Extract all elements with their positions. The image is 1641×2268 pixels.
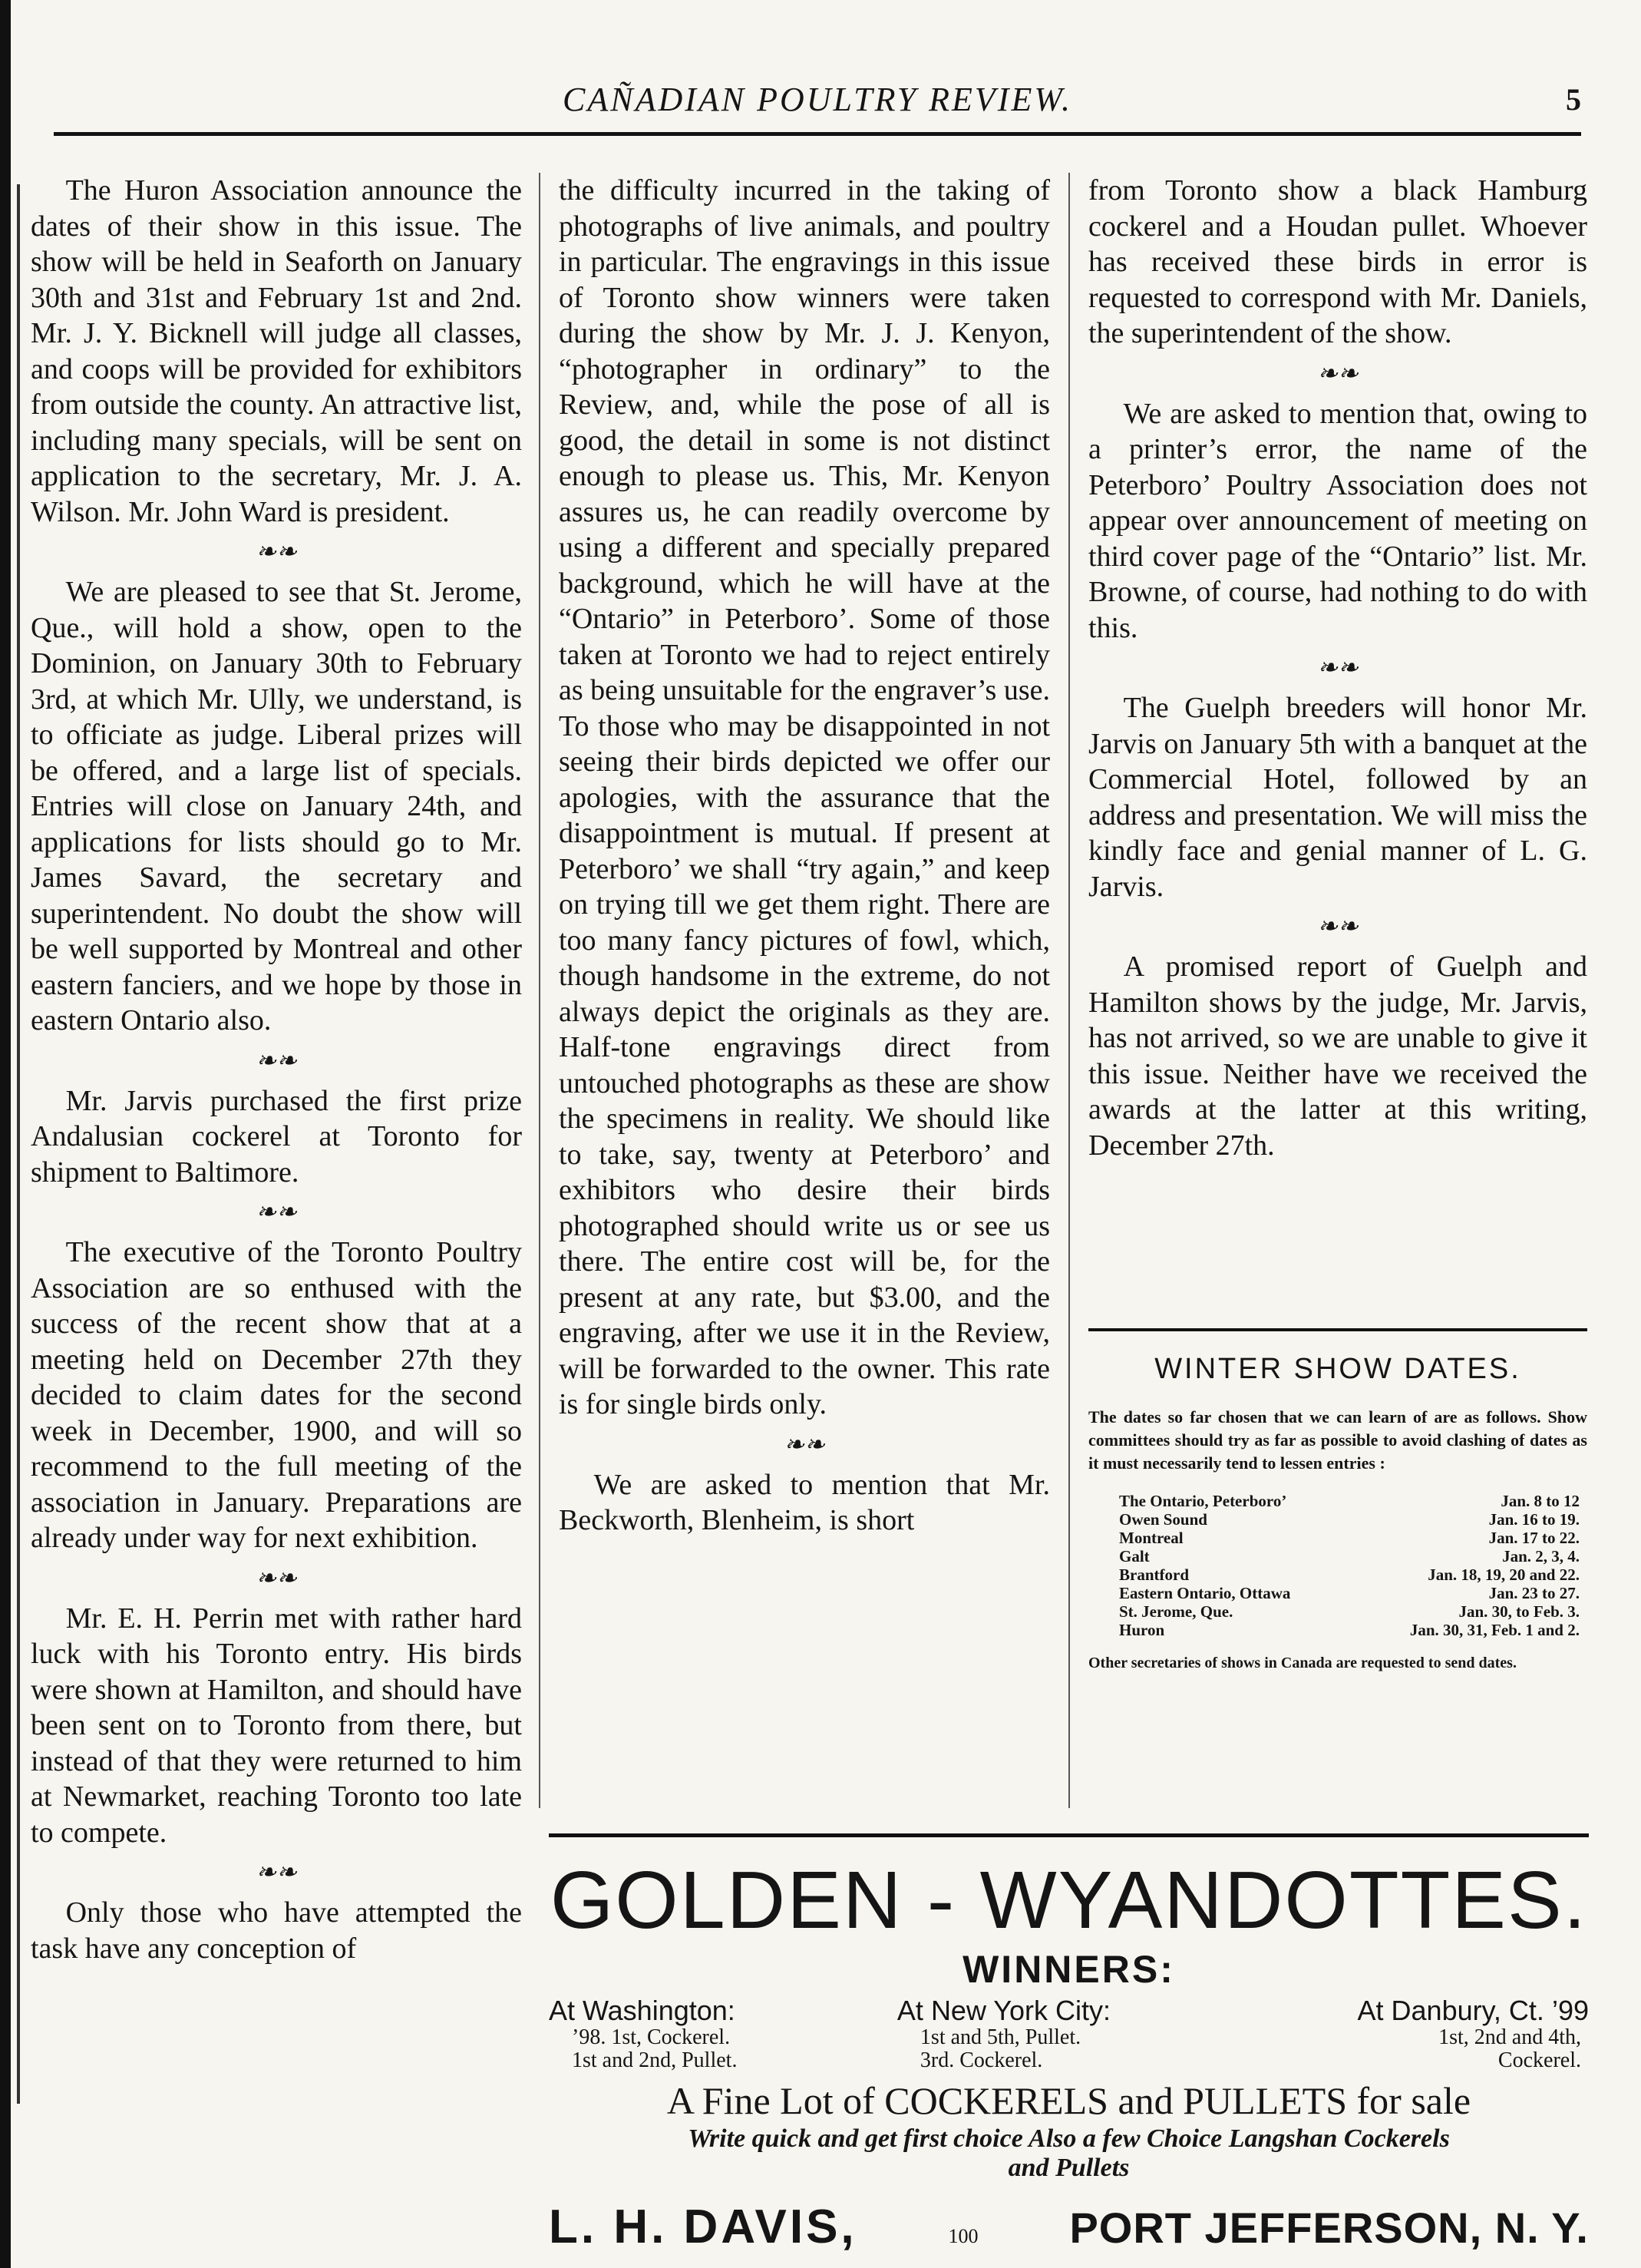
- ornament-divider: ❧❧: [256, 1563, 297, 1592]
- table-row: [1088, 1547, 1587, 1565]
- paragraph-report-delay: A promised report of Guelph and Hamilton shows by the judge, Mr. Jarvis, has not arrived, so we are unable to give it this issue. Neither have we received the awards at the latter at this writing, December 27th.: [1088, 951, 1587, 1162]
- table-row: [1088, 1584, 1587, 1602]
- winter-show-dates-box: [1088, 1328, 1587, 1673]
- paragraph-st-jerome: We are pleased to see that St. Jerome, Que., will hold a show, open to the Dominion, on January 30th to February 3rd, at which Mr. Ully, we understand, is to officiate as judge. Liberal prizes will be offered, and a large list of specials. Entries will close on January 24th, and applications for lists should go to Mr. James Savard, the secretary and superintendent. No doubt the show will be well supported by Montreal and other eastern fanciers, and we hope by those in eastern Ontario also.: [31, 576, 522, 1036]
- advertisement-winners-heading: WINNERS:: [962, 1948, 1175, 1991]
- column-separator: [1068, 173, 1070, 1808]
- show-dates: Jan. 23 to 27.: [1488, 1584, 1580, 1602]
- show-dates: Jan. 30, to Feb. 3.: [1458, 1602, 1580, 1621]
- show-dates: Jan. 17 to 22.: [1488, 1529, 1580, 1547]
- page-header: [54, 77, 1581, 123]
- show-dates: Jan. 16 to 19.: [1488, 1510, 1580, 1529]
- ornament-divider: ❧❧: [1317, 912, 1359, 940]
- winners-washington: [549, 1995, 892, 2072]
- table-row: [1088, 1529, 1587, 1547]
- table-row: [1088, 1510, 1587, 1529]
- winners-award: 1st and 2nd, Pullet.: [572, 2048, 738, 2072]
- show-dates: Jan. 18, 19, 20 and 22.: [1428, 1565, 1580, 1584]
- paragraph-jarvis-andalusian: Mr. Jarvis purchased the first prize Andalusian cockerel at Toronto for shipment to Baltimore.: [31, 1084, 522, 1189]
- winter-show-dates-footer: Other secretaries of shows in Canada are requested to send dates.: [1088, 1655, 1517, 1671]
- box-top-rule: [1088, 1328, 1587, 1331]
- column-1: [31, 173, 522, 1971]
- advertisement-number: 100: [948, 2225, 979, 2247]
- paragraph-huron: The Huron Association announce the dates of their show in this issue. The show will be held in Seaforth on January 30th and 31st and February 1st and 2nd. Mr. J. Y. Bicknell will judge all classes, and coops will be provided for exhibitors from outside the county. An attractive list, including many specials, will be sent on application to the secretary, Mr. J. A. Wilson. Mr. John Ward is president.: [31, 174, 522, 528]
- show-place: Huron: [1119, 1621, 1165, 1639]
- column-2: [559, 173, 1050, 1543]
- paragraph-guelph-banquet: The Guelph breeders will honor Mr. Jarvis on January 5th with a banquet at the Commercial Hotel, followed by an address and presentation. We will miss the kindly face and genial manner of L. G. Jarvis.: [1088, 692, 1587, 903]
- ornament-divider: ❧❧: [784, 1430, 825, 1458]
- advertisement-top-rule: [549, 1833, 1589, 1837]
- show-dates: Jan. 30, 31, Feb. 1 and 2.: [1409, 1621, 1580, 1639]
- show-place: Eastern Ontario, Ottawa: [1119, 1584, 1291, 1602]
- show-place: Owen Sound: [1119, 1510, 1207, 1529]
- paragraph-perrin: Mr. E. H. Perrin met with rather hard luck with his Toronto entry. His birds were shown at Hamilton, and should have been sent on to Toronto from there, but instead of that they were returned to him at Newmarket, reaching Toronto too late to compete.: [31, 1602, 522, 1849]
- winners-venue: At New York City:: [896, 1995, 1111, 2026]
- publication-title: CAÑADIAN POULTRY REVIEW.: [563, 81, 1072, 118]
- page-edge-line: [17, 184, 20, 2104]
- advertisement-title: GOLDEN - WYANDOTTES.: [550, 1855, 1588, 1946]
- page-edge-shadow: [0, 0, 11, 2268]
- advertisement-sale-line: A Fine Lot of COCKERELS and PULLETS for sale: [666, 2079, 1471, 2122]
- winners-venue: At Washington:: [549, 1995, 735, 2026]
- ornament-divider: ❧❧: [256, 537, 297, 565]
- header-rule: [54, 132, 1581, 136]
- winners-award: ’98. 1st, Cockerel.: [572, 2025, 731, 2049]
- page-number: 5: [1566, 82, 1581, 117]
- table-row: [1088, 1565, 1587, 1584]
- table-row: [1088, 1492, 1587, 1510]
- golden-wyandottes-advertisement: [549, 1833, 1589, 2253]
- show-dates-table: [1088, 1492, 1587, 1639]
- column-separator: [539, 173, 540, 1808]
- paragraph-photographs-continued: the difficulty incurred in the taking of photographs of live animals, and poultry in particular. The engravings in this issue of Toronto show winners were taken during the show by Mr. J. J. Kenyon, “photographer in ordinary” to the Review, and, while the pose of all is good, the detail in some is not distinct enough to please us. This, Mr. Kenyon assures us, he can readily overcome by using a different and specially prepared background, which he will have at the “Ontario” in Peterboro’. Some of those taken at Toronto we had to reject entirely as being unsuitable for the engraver’s use. To those who may be disappointed in not seeing their birds depicted we offer our apologies, with the assurance that the disappointment is mutual. If present at Peterboro’ we shall “try again,” and keep on trying till we get them right. There are too many fancy pictures of fowl, which, though handsome in the extreme, do not always depict the originals as they are. Half-tone engravings direct from untouched photographs as these are show the specimens in reality. We should like to take, say, twenty at Peterboro’ and exhibitors who desire their birds photographed should write us or see us there. The entire cost will be, for the present at any rate, but $3.00, and the engraving, after we use it in the Review, will be forwarded to the owner. This rate is for single birds only.: [559, 174, 1050, 1420]
- show-dates: Jan. 8 to 12: [1501, 1492, 1580, 1510]
- show-place: St. Jerome, Que.: [1119, 1602, 1233, 1621]
- paragraph-toronto-executive: The executive of the Toronto Poultry Association are so enthused with the success of the recent show that at a meeting held on December 27th they decided to claim dates for the second week in December, 1900, and will so recommend to the full meeting of the association in January. Preparations are already under way for next exhibition.: [31, 1236, 522, 1554]
- ornament-divider: ❧❧: [1317, 653, 1359, 681]
- winners-danbury: [1246, 1995, 1589, 2072]
- column-3: [1088, 173, 1587, 1168]
- winners-award: 1st and 5th, Pullet.: [920, 2025, 1081, 2049]
- advertisement-footer: [549, 2200, 1589, 2254]
- winners-new-york: [897, 1995, 1240, 2072]
- show-place: Brantford: [1119, 1565, 1189, 1584]
- winter-show-dates-title: WINTER SHOW DATES.: [1154, 1353, 1521, 1385]
- advertisement-winners-list: [549, 1995, 1589, 2072]
- advertiser-name: L. H. DAVIS,: [549, 2200, 857, 2253]
- winners-award: Cockerel.: [1497, 2048, 1581, 2072]
- paragraph-printers-error: We are asked to mention that, owing to a printer’s error, the name of the Peterboro’ Poultry Association does not appear over announcement of meeting on third cover page of the “Ontario” list. Mr. Browne, of course, had nothing to do with this.: [1088, 397, 1587, 644]
- ornament-divider: ❧❧: [256, 1858, 297, 1886]
- show-place: Montreal: [1119, 1529, 1184, 1547]
- winners-award: 1st, 2nd and 4th,: [1438, 2025, 1581, 2049]
- ornament-divider: ❧❧: [256, 1046, 297, 1074]
- ornament-divider: ❧❧: [1317, 359, 1359, 387]
- show-place: The Ontario, Peterboro’: [1119, 1492, 1287, 1510]
- paragraph-beckworth: We are asked to mention that Mr. Beckworth, Blenheim, is short: [559, 1468, 1050, 1536]
- show-dates: Jan. 2, 3, 4.: [1502, 1547, 1580, 1565]
- advertisement-write-line-2: and Pullets: [1008, 2154, 1130, 2182]
- advertisement-write-line: Write quick and get first choice Also a few Choice Langshan Cockerels: [688, 2124, 1450, 2153]
- paragraph-photographs-start: Only those who have attempted the task have any conception of: [31, 1896, 522, 1965]
- table-row: [1088, 1602, 1587, 1621]
- winners-award: 3rd. Cockerel.: [920, 2048, 1043, 2072]
- show-place: Galt: [1119, 1547, 1150, 1565]
- ornament-divider: ❧❧: [256, 1198, 297, 1225]
- table-row: [1088, 1621, 1587, 1639]
- winter-show-dates-intro: The dates so far chosen that we can learn of are as follows. Show committees should try as far as possible to avoid clashing of dates as it must necessarily tend to lessen entries :: [1088, 1407, 1587, 1473]
- paragraph-beckworth-continued: from Toronto show a black Hamburg cockerel and a Houdan pullet. Whoever has received these birds in error is requested to correspond with Mr. Daniels, the superintendent of the show.: [1088, 174, 1587, 349]
- advertiser-location: PORT JEFFERSON, N. Y.: [1069, 2204, 1589, 2252]
- winners-venue: At Danbury, Ct. ’99: [1357, 1995, 1589, 2026]
